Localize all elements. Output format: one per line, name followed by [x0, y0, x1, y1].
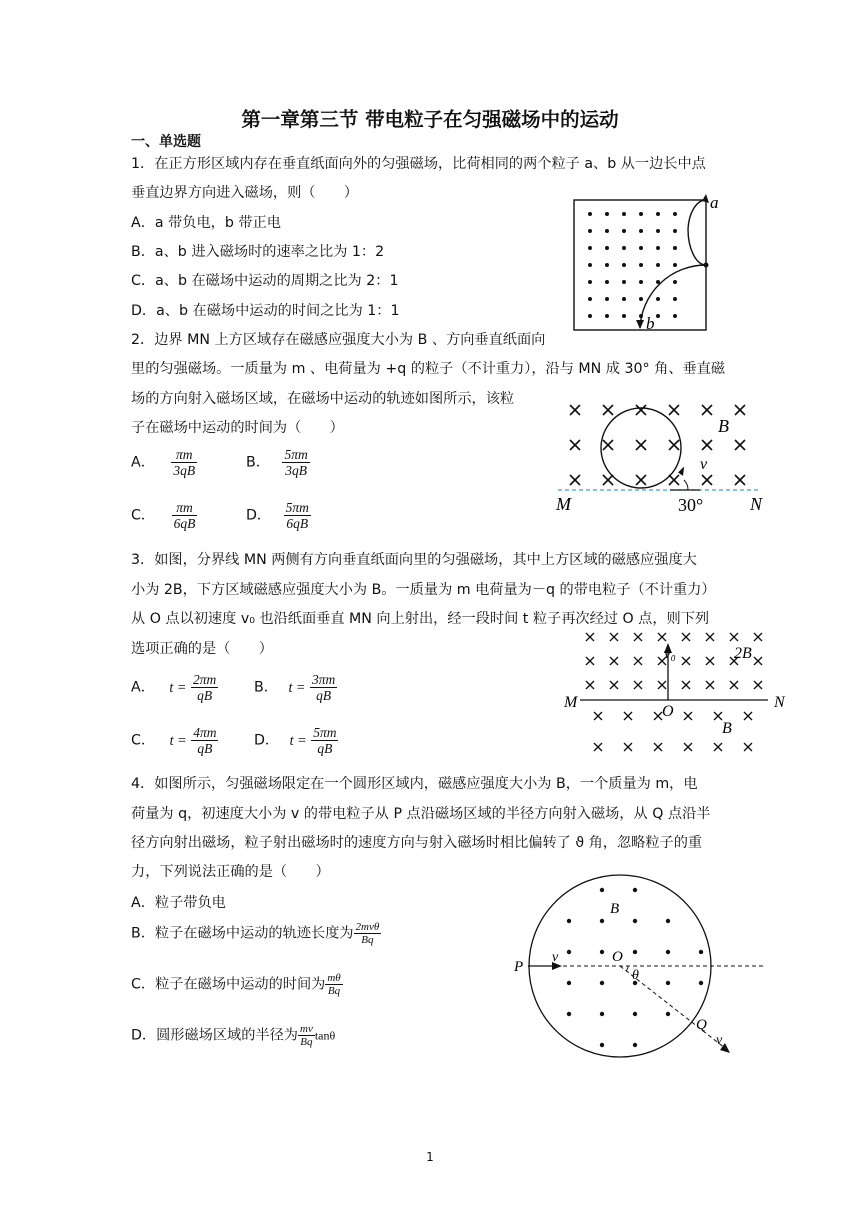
- q2-option-c: [131, 500, 197, 531]
- field-dot: [673, 314, 677, 318]
- q3-option-b-label: B．: [254, 679, 278, 696]
- field-dot: [600, 1043, 604, 1047]
- field-dot: [673, 212, 677, 216]
- field-dot: [639, 263, 643, 267]
- q3-label-v0: v₀: [664, 646, 676, 662]
- field-cross: [682, 681, 690, 689]
- field-dot: [633, 919, 637, 923]
- q4-stem-line3: 径方向射出磁场，粒子射出磁场时的速度方向与射入磁场时相比偏转了 ϑ 角，忽略粒子的重: [131, 835, 703, 851]
- field-cross: [714, 712, 722, 720]
- field-dot: [622, 212, 626, 216]
- field-cross: [610, 657, 618, 665]
- field-dot: [673, 297, 677, 301]
- field-dot: [567, 981, 571, 985]
- q2-option-c-num: πm: [172, 500, 198, 516]
- field-cross: [682, 657, 690, 665]
- q3-option-a-den: qB: [197, 688, 213, 703]
- q4-label-p: P: [514, 959, 524, 975]
- field-cross: [603, 405, 613, 415]
- field-dot: [588, 212, 592, 216]
- field-cross: [634, 657, 642, 665]
- q2-option-b-label: B．: [246, 454, 270, 471]
- field-cross: [754, 657, 762, 665]
- field-cross: [706, 633, 714, 641]
- field-cross: [624, 743, 632, 751]
- q2-label-m: M: [556, 494, 571, 514]
- field-dot: [699, 981, 703, 985]
- q3-option-a-t: t =: [169, 679, 187, 696]
- field-cross: [586, 633, 594, 641]
- q3-option-c-den: qB: [197, 741, 213, 756]
- field-cross: [636, 475, 646, 485]
- q3-stem-line4: 选项正确的是（ ）: [131, 641, 273, 657]
- q3-figure: [558, 625, 798, 760]
- q3-option-a-label: A．: [131, 679, 155, 696]
- field-dot: [588, 314, 592, 318]
- q3-label-b: B: [722, 720, 732, 737]
- field-dot: [656, 263, 660, 267]
- field-cross: [594, 743, 602, 751]
- field-dot: [639, 246, 643, 250]
- field-cross: [735, 440, 745, 450]
- field-dot: [633, 1043, 637, 1047]
- field-dot: [605, 246, 609, 250]
- q4-option-c-num: mθ: [327, 972, 341, 984]
- field-cross: [702, 440, 712, 450]
- field-cross: [636, 405, 646, 415]
- q3-option-d-den: qB: [317, 741, 333, 756]
- q2-option-d-den: 6qB: [286, 516, 309, 531]
- q4-figure: [508, 872, 770, 1062]
- q3-option-b: [254, 672, 337, 703]
- field-cross: [636, 440, 646, 450]
- q4-label-v-in: v: [552, 950, 559, 965]
- q3-option-c: [131, 725, 218, 756]
- field-cross: [634, 681, 642, 689]
- q2-label-v: v: [700, 456, 708, 473]
- q4-option-c-text: C．粒子在磁场中运动的时间为: [131, 976, 326, 993]
- field-dot: [600, 888, 604, 892]
- q1-label-a: a: [710, 193, 719, 212]
- field-cross: [684, 712, 692, 720]
- field-dot: [622, 314, 626, 318]
- q2-option-b: [246, 447, 310, 478]
- q4-label-o: O: [612, 949, 623, 965]
- field-dot: [656, 212, 660, 216]
- field-dot: [600, 950, 604, 954]
- field-dot: [567, 950, 571, 954]
- field-dot: [605, 297, 609, 301]
- q4-label-q: Q: [696, 1017, 707, 1033]
- q2-stem-line2: 里的匀强磁场。一质量为 m 、电荷量为 +q 的粒子（不计重力），沿与 MN 成 30° 角、垂直磁: [131, 361, 726, 377]
- field-dot: [605, 280, 609, 284]
- field-dot: [639, 212, 643, 216]
- field-cross: [654, 712, 662, 720]
- field-dot: [656, 229, 660, 233]
- q3-option-d-t: t =: [289, 732, 307, 749]
- q3-label-m: M: [564, 694, 578, 711]
- q3-option-c-t: t =: [169, 732, 187, 749]
- q4-option-c-den: Bq: [327, 985, 341, 997]
- field-dot: [622, 297, 626, 301]
- field-dot: [605, 229, 609, 233]
- q1-label-b: b: [646, 314, 655, 333]
- field-cross: [594, 712, 602, 720]
- q1-option-c: C．a、b 在磁场中运动的周期之比为 2：1: [131, 273, 399, 289]
- field-cross: [706, 681, 714, 689]
- q4-option-a: A．粒子带负电: [131, 895, 226, 911]
- field-cross: [570, 475, 580, 485]
- q1-option-a: A．a 带负电，b 带正电: [131, 215, 281, 231]
- q3-label-2b: 2B: [734, 645, 752, 662]
- page-number: 1: [426, 1150, 434, 1164]
- q2-option-c-label: C．: [131, 507, 156, 524]
- q3-label-n: N: [774, 694, 785, 711]
- field-dot: [633, 950, 637, 954]
- q4-option-d-text: D．圆形磁场区域的半径为: [131, 1027, 298, 1044]
- q3-option-a-num: 2πm: [193, 672, 217, 687]
- field-dot: [656, 246, 660, 250]
- page-title: 第一章第三节 带电粒子在匀强磁场中的运动: [241, 108, 619, 131]
- field-cross: [744, 712, 752, 720]
- q2-label-b: B: [718, 416, 729, 436]
- q4-option-b: [131, 921, 381, 946]
- q3-option-c-num: 4πm: [193, 725, 217, 740]
- q4-option-d-tail: tanθ: [314, 1028, 336, 1043]
- field-dot: [673, 280, 677, 284]
- field-dot: [699, 950, 703, 954]
- field-dot: [656, 314, 660, 318]
- q2-option-a-label: A．: [131, 454, 155, 471]
- field-cross: [735, 475, 745, 485]
- q3-option-b-den: qB: [316, 688, 332, 703]
- field-dot: [673, 263, 677, 267]
- q1-stem-line1: 1．在正方形区域内存在垂直纸面向外的匀强磁场，比荷相同的两个粒子 a、b 从一边长中点: [131, 156, 706, 172]
- q2-label-angle: 30°: [678, 495, 704, 515]
- q2-stem-line4: 子在磁场中运动的时间为（ ）: [131, 420, 344, 436]
- field-cross: [658, 633, 666, 641]
- q1-option-b: B．a、b 进入磁场时的速率之比为 1：2: [131, 244, 385, 260]
- field-dot: [600, 919, 604, 923]
- field-dot: [588, 263, 592, 267]
- q2-option-a-num: πm: [171, 447, 197, 463]
- q4-option-d-den: Bq: [300, 1036, 313, 1048]
- q3-option-d-label: D．: [254, 732, 280, 749]
- field-cross: [669, 475, 679, 485]
- field-dot: [666, 919, 670, 923]
- field-cross: [714, 743, 722, 751]
- field-cross: [684, 743, 692, 751]
- q4-option-d-num: mv: [300, 1023, 313, 1035]
- q4-option-c: [131, 972, 343, 997]
- field-dot: [656, 297, 660, 301]
- field-dot: [622, 280, 626, 284]
- field-dot: [605, 263, 609, 267]
- field-cross: [570, 440, 580, 450]
- q1-stem-line2: 垂直边界方向进入磁场，则（ ）: [131, 185, 359, 201]
- field-cross: [682, 633, 690, 641]
- field-dot: [588, 280, 592, 284]
- field-dot: [633, 888, 637, 892]
- section-heading: 一、单选题: [131, 134, 201, 150]
- field-dot: [666, 1012, 670, 1016]
- field-dot: [588, 246, 592, 250]
- q2-option-a: [131, 447, 197, 478]
- field-cross: [586, 681, 594, 689]
- field-dot: [588, 297, 592, 301]
- q3-stem-line2: 小为 2B，下方区域磁感应强度大小为 B。一质量为 m 电荷量为－q 的带电粒子（不计重力）: [131, 582, 716, 598]
- field-dot: [567, 919, 571, 923]
- field-dot: [666, 981, 670, 985]
- q4-option-d: [131, 1023, 335, 1048]
- field-dot: [673, 246, 677, 250]
- field-cross: [624, 712, 632, 720]
- field-dot: [605, 212, 609, 216]
- field-cross: [610, 681, 618, 689]
- q4-stem-line1: 4．如图所示，匀强磁场限定在一个圆形区域内，磁感应强度大小为 B，一个质量为 m，电: [131, 776, 698, 792]
- field-cross: [730, 633, 738, 641]
- field-cross: [603, 475, 613, 485]
- q4-stem-line2: 荷量为 q，初速度大小为 v 的带电粒子从 P 点沿磁场区域的半径方向射入磁场，从 Q 点沿半: [131, 806, 711, 822]
- q2-option-d-num: 5πm: [285, 500, 309, 515]
- q3-option-b-t: t =: [288, 679, 306, 696]
- field-dot: [605, 314, 609, 318]
- q1-option-d: D．a、b 在磁场中运动的时间之比为 1：1: [131, 303, 400, 319]
- field-dot: [673, 229, 677, 233]
- q2-label-n: N: [750, 494, 763, 514]
- q3-stem-line3: 从 O 点以初速度 v₀ 也沿纸面垂直 MN 向上射出，经一段时间 t 粒子再次经过 O 点，则下列: [131, 611, 710, 627]
- q2-option-c-den: 6qB: [173, 516, 196, 531]
- q4-stem-line4: 力，下列说法正确的是（ ）: [131, 864, 330, 880]
- field-cross: [586, 657, 594, 665]
- field-cross: [744, 743, 752, 751]
- field-cross: [610, 633, 618, 641]
- field-cross: [654, 743, 662, 751]
- field-dot: [622, 246, 626, 250]
- field-cross: [570, 405, 580, 415]
- q2-figure: [548, 395, 778, 517]
- q4-label-v-out: v: [716, 1033, 723, 1048]
- field-dot: [639, 297, 643, 301]
- field-cross: [730, 681, 738, 689]
- field-cross: [754, 633, 762, 641]
- q2-option-d-label: D．: [246, 507, 272, 524]
- field-cross: [702, 405, 712, 415]
- field-cross: [735, 405, 745, 415]
- q4-label-b: B: [610, 901, 620, 917]
- q3-label-o: O: [662, 703, 674, 720]
- field-cross: [669, 440, 679, 450]
- q4-option-b-den: Bq: [361, 934, 374, 946]
- q3-option-c-label: C．: [131, 732, 156, 749]
- field-cross: [706, 657, 714, 665]
- q3-stem-line1: 3．如图，分界线 MN 两侧有方向垂直纸面向里的匀强磁场，其中上方区域的磁感应强度大: [131, 552, 697, 568]
- q3-option-d-num: 5πm: [313, 725, 337, 740]
- field-dot: [633, 1012, 637, 1016]
- field-dot: [666, 950, 670, 954]
- field-cross: [754, 681, 762, 689]
- field-dot: [639, 229, 643, 233]
- q4-option-b-text: B．粒子在磁场中运动的轨迹长度为: [131, 925, 354, 942]
- field-cross: [658, 681, 666, 689]
- q3-option-d: [254, 725, 338, 756]
- field-cross: [669, 405, 679, 415]
- q1-figure: [568, 192, 738, 337]
- field-dot: [622, 229, 626, 233]
- field-dot: [639, 280, 643, 284]
- q4-label-theta: θ: [632, 968, 639, 983]
- q2-stem-line1: 2．边界 MN 上方区域存在磁感应强度大小为 B 、方向垂直纸面向: [131, 332, 546, 348]
- q2-option-b-num: 5πm: [284, 447, 308, 462]
- q4-option-b-num: 2mvθ: [355, 921, 380, 933]
- q3-option-a: [131, 672, 218, 703]
- q2-option-d: [246, 500, 311, 531]
- field-dot: [600, 1012, 604, 1016]
- field-dot: [567, 1012, 571, 1016]
- field-dot: [622, 263, 626, 267]
- field-dot: [600, 981, 604, 985]
- q2-stem-line3: 场的方向射入磁场区域，在磁场中运动的轨迹如图所示，该粒: [131, 391, 515, 407]
- q2-option-a-den: 3qB: [173, 463, 196, 478]
- q2-option-b-den: 3qB: [285, 463, 307, 478]
- q3-option-b-num: 3πm: [312, 672, 336, 687]
- field-cross: [634, 633, 642, 641]
- field-cross: [603, 440, 613, 450]
- field-dot: [588, 229, 592, 233]
- field-cross: [702, 475, 712, 485]
